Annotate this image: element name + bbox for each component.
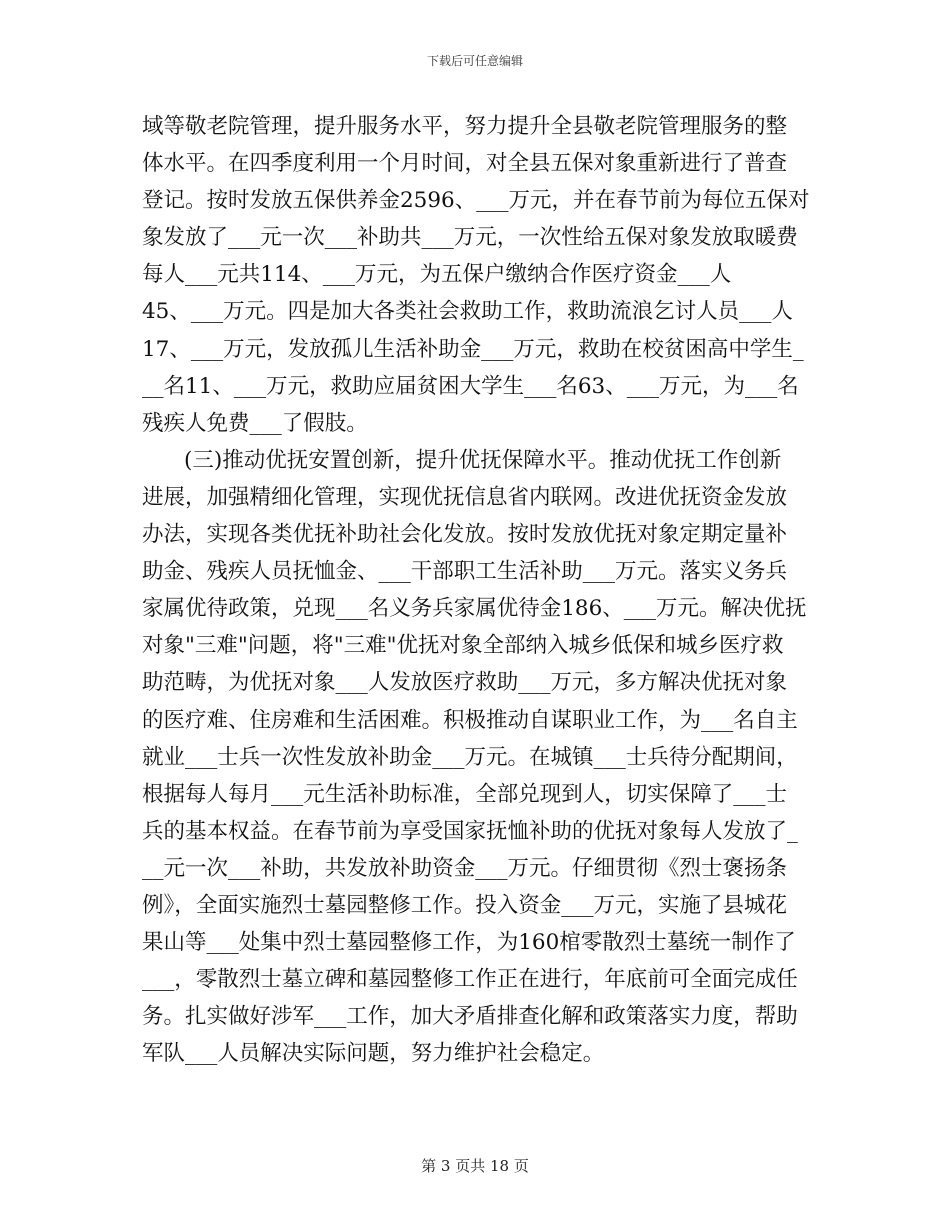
- text-line: 助范畴，为优抚对象___人发放医疗救助___万元，多方解决优抚对象: [142, 670, 788, 696]
- text-line: 办法，实现各类优抚补助社会化发放。按时发放优抚对象定期定量补: [142, 522, 788, 548]
- paragraph-veteran-services: [142, 442, 814, 1073]
- text-line: 45、___万元。四是加大各类社会救助工作，救助流浪乞讨人员___人: [142, 299, 793, 325]
- paragraph-welfare: [142, 108, 814, 442]
- text-line: 根据每人每月___元生活补助标准，全部兑现到人，切实保障了___士: [142, 781, 788, 807]
- text-line: __元一次___补助，共发放补助资金___万元。仔细贯彻《烈士褒扬条: [142, 855, 788, 881]
- text-line: 进展，加强精细化管理，实现优抚信息省内联网。改进优抚资金发放: [142, 484, 788, 510]
- text-line: (三)推动优抚安置创新，提升优抚保障水平。推动优抚工作创新: [184, 447, 782, 473]
- text-line: 象发放了___元一次___补助共___万元，一次性给五保对象发放取暖费: [142, 225, 798, 251]
- text-line: 助金、残疾人员抚恤金、___干部职工生活补助___万元。落实义务兵: [142, 559, 788, 585]
- text-line: 体水平。在四季度利用一个月时间，对全县五保对象重新进行了普查: [142, 151, 788, 177]
- text-line: 就业___士兵一次性发放补助金___万元。在城镇___士兵待分配期间，: [142, 744, 798, 770]
- text-line: 的医疗难、住房难和生活困难。积极推动自谋职业工作，为___名自主: [142, 707, 798, 733]
- text-line: 务。扎实做好涉军___工作，加大矛盾排查化解和政策落实力度，帮助: [142, 1004, 798, 1030]
- page-number: 第 3 页共 18 页: [421, 1157, 529, 1175]
- text-line: 登记。按时发放五保供养金2596、___万元，并在春节前为每位五保对: [142, 188, 810, 214]
- text-line: 每人___元共114、___万元，为五保户缴纳合作医疗资金___人: [142, 262, 732, 288]
- document-body: [142, 108, 814, 1072]
- text-line: 果山等___处集中烈士墓园整修工作，为160棺零散烈士墓统一制作了: [142, 930, 796, 956]
- text-line: 残疾人免费___了假肢。: [142, 410, 368, 436]
- text-line: 兵的基本权益。在春节前为享受国家抚恤补助的优抚对象每人发放了_: [142, 818, 798, 844]
- page-header-note: 下载后可任意编辑: [426, 54, 523, 68]
- text-line: 军队___人员解决实际问题，努力维护社会稳定。: [142, 1041, 605, 1067]
- text-line: ___，零散烈士墓立碑和墓园整修工作正在进行，年底前可全面完成任: [142, 967, 798, 993]
- text-line: 例》，全面实施烈士墓园整修工作。投入资金___万元，实施了县城花: [142, 892, 788, 918]
- text-line: 17、___万元，发放孤儿生活补助金___万元，救助在校贫困高中学生_: [142, 336, 804, 362]
- text-line: __名11、___万元，救助应届贫困大学生___名63、___万元，为___名: [142, 373, 799, 399]
- text-line: 家属优待政策，兑现___名义务兵家属优待金186、___万元。解决优抚: [142, 596, 807, 622]
- text-line: 对象"三难"问题，将"三难"优抚对象全部纳入城乡低保和城乡医疗救: [142, 633, 784, 659]
- text-line: 域等敬老院管理，提升服务水平，努力提升全县敬老院管理服务的整: [142, 114, 788, 139]
